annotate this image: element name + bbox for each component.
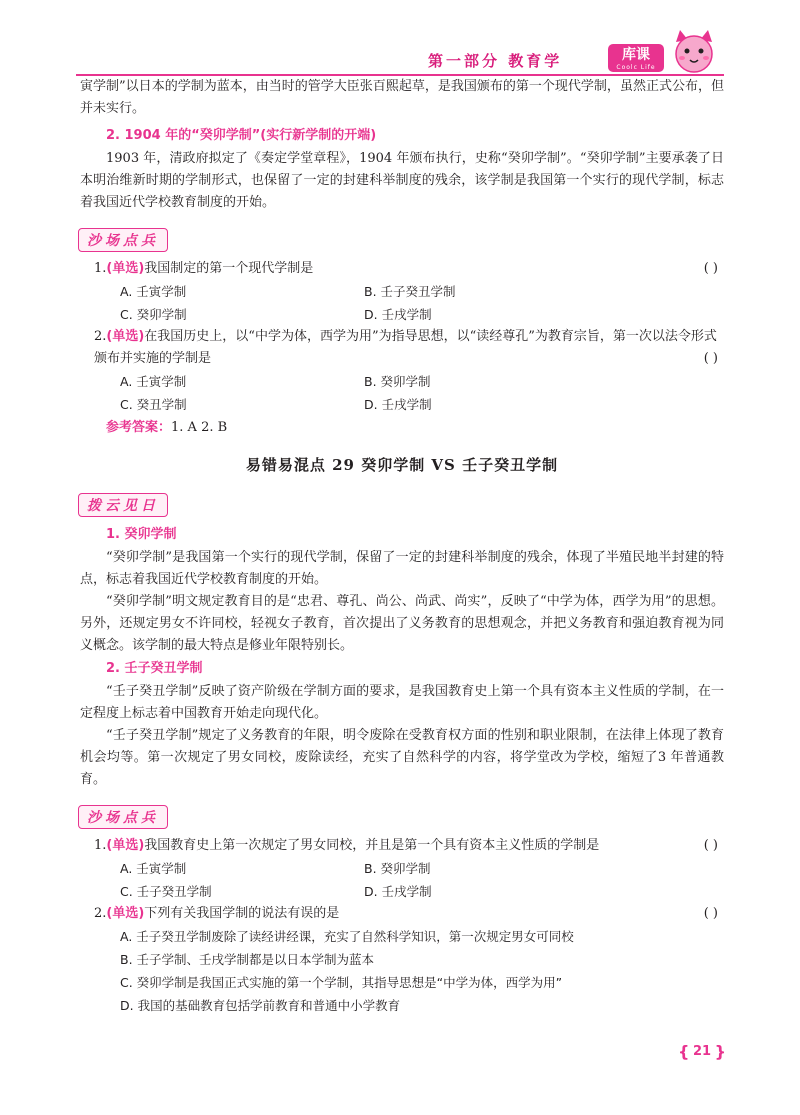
options-row	[80, 880, 724, 903]
paragraph-1904: 1903 年，清政府拟定了《奏定学堂章程》，1904 年颁布执行，史称“癸卯学制”。“癸卯学制”主要承袭了日本明治维新时期的学制形式，也保留了一定的封建科举制度的残余，该学制是我国第一个实行的现代学制，标志着我国近代学校教育制度的开始。	[80, 151, 724, 210]
header-title: 第一部分 教育学	[428, 52, 563, 70]
option-b: B. 壬子学制、壬戌学制都是以日本学制为蓝本	[120, 952, 375, 967]
question-number: 2.	[94, 329, 107, 344]
question-text: 我国教育史上第一次规定了男女同校，并且是第一个具有资本主义性质的学制是	[144, 838, 600, 853]
answer-text: 1. A 2. B	[171, 420, 228, 435]
answer-blank: ( )	[703, 838, 718, 853]
intro-label: 拨云见日	[78, 493, 168, 517]
question-text: 在我国历史上，以“中学为体，西学为用”为指导思想，以“读经尊孔”为教育宗旨，第一次以法令形式颁布并实施的学制是	[94, 329, 717, 366]
question-1	[80, 258, 724, 280]
section-title: 易错易混点 29 癸卯学制 VS 壬子癸丑学制	[245, 456, 559, 474]
logo-subtext: Coolc Life	[616, 64, 656, 71]
paragraph-continuation: 寅学制”以日本的学制为蓝本，由当时的管学大臣张百熙起草，是我国颁布的第一个现代学制，虽然正式公布，但并未实行。	[80, 79, 724, 116]
question-1	[80, 835, 724, 857]
option-a: A. 壬寅学制	[120, 861, 187, 876]
option-c: C. 癸卯学制	[120, 307, 187, 322]
reference-answer	[80, 416, 724, 440]
option-d: D. 壬戌学制	[364, 397, 432, 412]
option-c: C. 癸卯学制是我国正式实施的第一个学制，其指导思想是“中学为体，西学为用”	[120, 975, 563, 990]
practice-label: 沙场点兵	[78, 228, 168, 252]
question-2	[80, 903, 724, 925]
question-type-tag: (单选)	[106, 838, 145, 853]
heading-renzi: 2. 壬子癸丑学制	[106, 661, 203, 676]
option-a: A. 壬子癸丑学制废除了读经讲经课，充实了自然科学知识，第一次规定男女可同校	[120, 929, 574, 944]
option-a: A. 壬寅学制	[120, 374, 187, 389]
page-number-text: 21	[692, 1044, 712, 1059]
brand-logo	[608, 44, 664, 72]
paragraph-guimao-2: “癸卯学制”明文规定教育目的是“忠君、尊孔、尚公、尚武、尚实”，反映了“中学为体，西学为用”的思想。另外，还规定男女不许同校，轻视女子教育，首次提出了义务教育的思想观念，并把义务教育和强迫教育视为同义概念。该学制的最大特点是修业年限特别长。	[80, 594, 724, 653]
question-text: 下列有关我国学制的说法有误的是	[144, 906, 340, 921]
bracket-left-icon: {	[678, 1042, 690, 1061]
answer-blank: ( )	[703, 906, 718, 921]
paragraph-renzi-2: “壬子癸丑学制”规定了义务教育的年限，明令废除在受教育权方面的性别和职业限制，在法律上体现了教育机会均等。第一次规定了男女同校，废除读经，充实了自然科学的内容，将学堂改为学校，缩短了3 年普通教育。	[80, 728, 724, 787]
answer-label: 参考答案：	[106, 420, 172, 435]
question-type-tag: (单选)	[106, 906, 145, 921]
paragraph-renzi-1: “壬子癸丑学制”反映了资产阶级在学制方面的要求，是我国教育史上第一个具有资本主义性质的学制，在一定程度上标志着中国教育开始走向现代化。	[80, 684, 724, 721]
option-c: C. 癸丑学制	[120, 397, 187, 412]
question-number: 1.	[94, 261, 107, 276]
question-2	[80, 326, 724, 370]
heading-1904-guimao: 2. 1904 年的“癸卯学制”(实行新学制的开端)	[106, 128, 377, 143]
option-b: B. 壬子癸丑学制	[364, 284, 456, 299]
page-content	[80, 76, 724, 1017]
question-number: 2.	[94, 906, 107, 921]
option-a: A. 壬寅学制	[120, 284, 187, 299]
option-b: B. 癸卯学制	[364, 374, 431, 389]
question-type-tag: (单选)	[106, 261, 145, 276]
practice-label: 沙场点兵	[78, 805, 168, 829]
mascot-icon	[668, 28, 720, 76]
answer-blank: ( )	[703, 351, 718, 366]
options-row	[80, 303, 724, 326]
heading-guimao: 1. 癸卯学制	[106, 527, 177, 542]
option-d: D. 壬戌学制	[364, 884, 432, 899]
option-b: B. 癸卯学制	[364, 861, 431, 876]
option-d: D. 壬戌学制	[364, 307, 432, 322]
page-number	[678, 1042, 726, 1061]
paragraph-guimao-1: “癸卯学制”是我国第一个实行的现代学制，保留了一定的封建科举制度的残余，体现了半殖民地半封建的特点，标志着我国近代学校教育制度的开始。	[80, 550, 724, 587]
question-number: 1.	[94, 838, 107, 853]
answer-blank: ( )	[703, 261, 718, 276]
question-type-tag: (单选)	[106, 329, 145, 344]
options-row	[80, 280, 724, 303]
question-text: 我国制定的第一个现代学制是	[144, 261, 314, 276]
options-row	[80, 370, 724, 393]
options-row	[80, 857, 724, 880]
option-d: D. 我国的基础教育包括学前教育和普通中小学教育	[120, 998, 401, 1013]
bracket-right-icon: }	[714, 1042, 726, 1061]
options-row	[80, 393, 724, 416]
logo-text: 库课	[622, 47, 650, 63]
option-c: C. 壬子癸丑学制	[120, 884, 212, 899]
